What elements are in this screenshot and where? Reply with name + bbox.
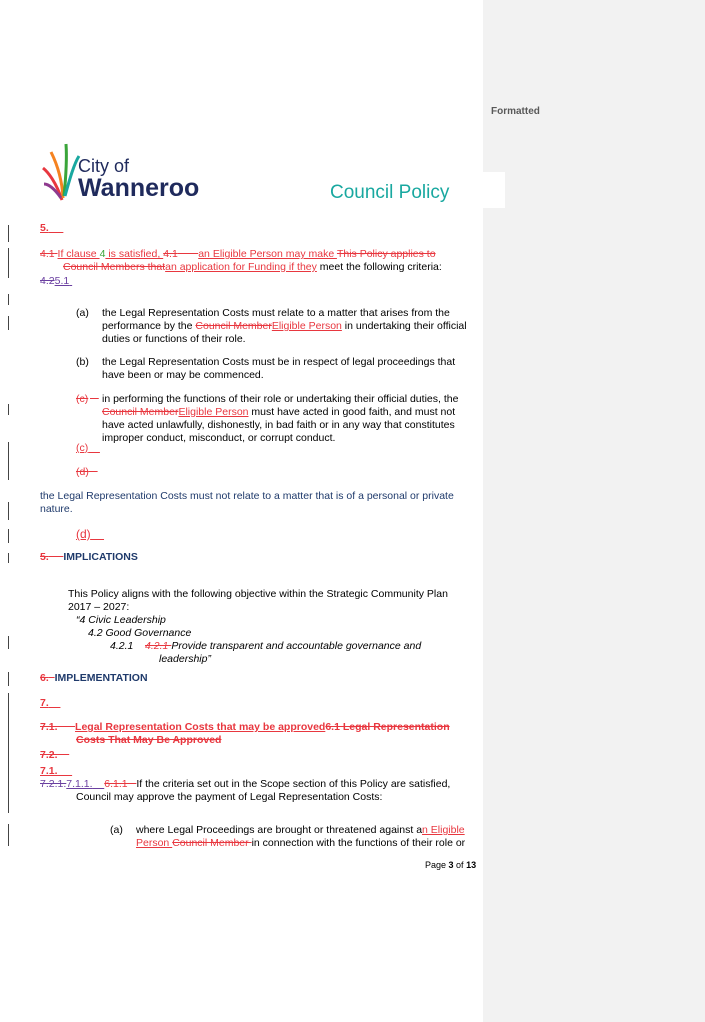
document-type-title: Council Policy: [330, 182, 450, 203]
comment-pane: [483, 0, 705, 1022]
criterion-c: (c) in performing the functions of their role or undertaking their official duties, the Council MemberEligible Person must have acted in good faith, and must not have acted unlawfully, dishonestly, in bad faith or in any way that constitutes improper conduct, misconduct, or corrupt conduct.: [76, 393, 459, 444]
change-bar: [8, 316, 9, 330]
criterion-label: (a): [76, 307, 89, 319]
implications-body: This Policy aligns with the following objective within the Strategic Community Plan 2017 – 2027: “4 Civic Leadership 4.2 Good Governance 4.2.1 4.2.1 Provide transparent and accountable governance and leadership”: [68, 588, 448, 665]
criterion-label: (b): [76, 356, 89, 368]
change-bar: [8, 294, 9, 305]
implications-heading: 5. IMPLICATIONS: [40, 551, 138, 563]
logo-line1: City of: [78, 156, 130, 176]
city-logo: [42, 140, 212, 206]
label-c-inserted: (c): [76, 442, 89, 454]
heading-number-7: 7.: [40, 697, 49, 709]
label-d-inserted: (d): [76, 527, 91, 541]
personal-matter-text: the Legal Representation Costs must not relate to a matter that is of a personal or private nature.: [40, 490, 454, 515]
change-bar: [8, 553, 9, 563]
criteria-number: 4.25.1: [40, 275, 70, 287]
approval-paragraph: 7.2.1.7.1.1. 6.1.1 If the criteria set out in the Scope section of this Policy are satisfied, Council may approve the payment of Legal Representation Costs:: [40, 778, 451, 803]
heading-number-5: 5.: [40, 222, 49, 234]
change-bar: [8, 693, 9, 813]
change-bar: [8, 529, 9, 543]
label-d-deleted: (d): [76, 466, 89, 478]
criterion-label: (c): [76, 393, 89, 405]
change-bar: [8, 636, 9, 649]
comment-pane-label: Formatted: [491, 106, 540, 117]
approved-costs-heading: 7.1. Legal Representation Costs that may be approved6.1 Legal Representation Costs That May Be Approved: [40, 721, 450, 746]
implementation-heading: 6. IMPLEMENTATION: [40, 672, 148, 684]
item-label: (a): [110, 824, 123, 836]
logo-line2: Wanneroo: [78, 174, 200, 202]
change-bar: [8, 442, 9, 480]
criterion-a: (a) the Legal Representation Costs must relate to a matter that arises from the performance by the Council MemberEligible Person in undertaking their official duties or functions of their role.: [76, 307, 467, 345]
change-bar: [8, 824, 9, 846]
number-7-1: 7.1.: [40, 765, 58, 777]
change-bar: [8, 225, 9, 242]
criterion-b: (b) the Legal Representation Costs must be in respect of legal proceedings that have been or may be commenced.: [76, 356, 456, 381]
criteria-intro: 4.1 If clause 4 is satisfied, 4.1 an Eligible Person may make This Policy applies to Council Members thatan application for Funding if they meet the following criteria:: [40, 248, 442, 273]
change-bar: [8, 672, 9, 686]
change-bar: [8, 502, 9, 520]
number-7-2: 7.2.: [40, 749, 58, 761]
comment-box[interactable]: [483, 172, 505, 208]
change-bar: [8, 404, 9, 415]
page-number: Page 3 of 13: [425, 860, 477, 870]
change-bar: [8, 248, 9, 278]
approval-item-a: (a) where Legal Proceedings are brought or threatened against an Eligible Person Council Member in connection with the functions of their role or: [110, 824, 466, 849]
logo-mark-icon: [42, 140, 82, 202]
